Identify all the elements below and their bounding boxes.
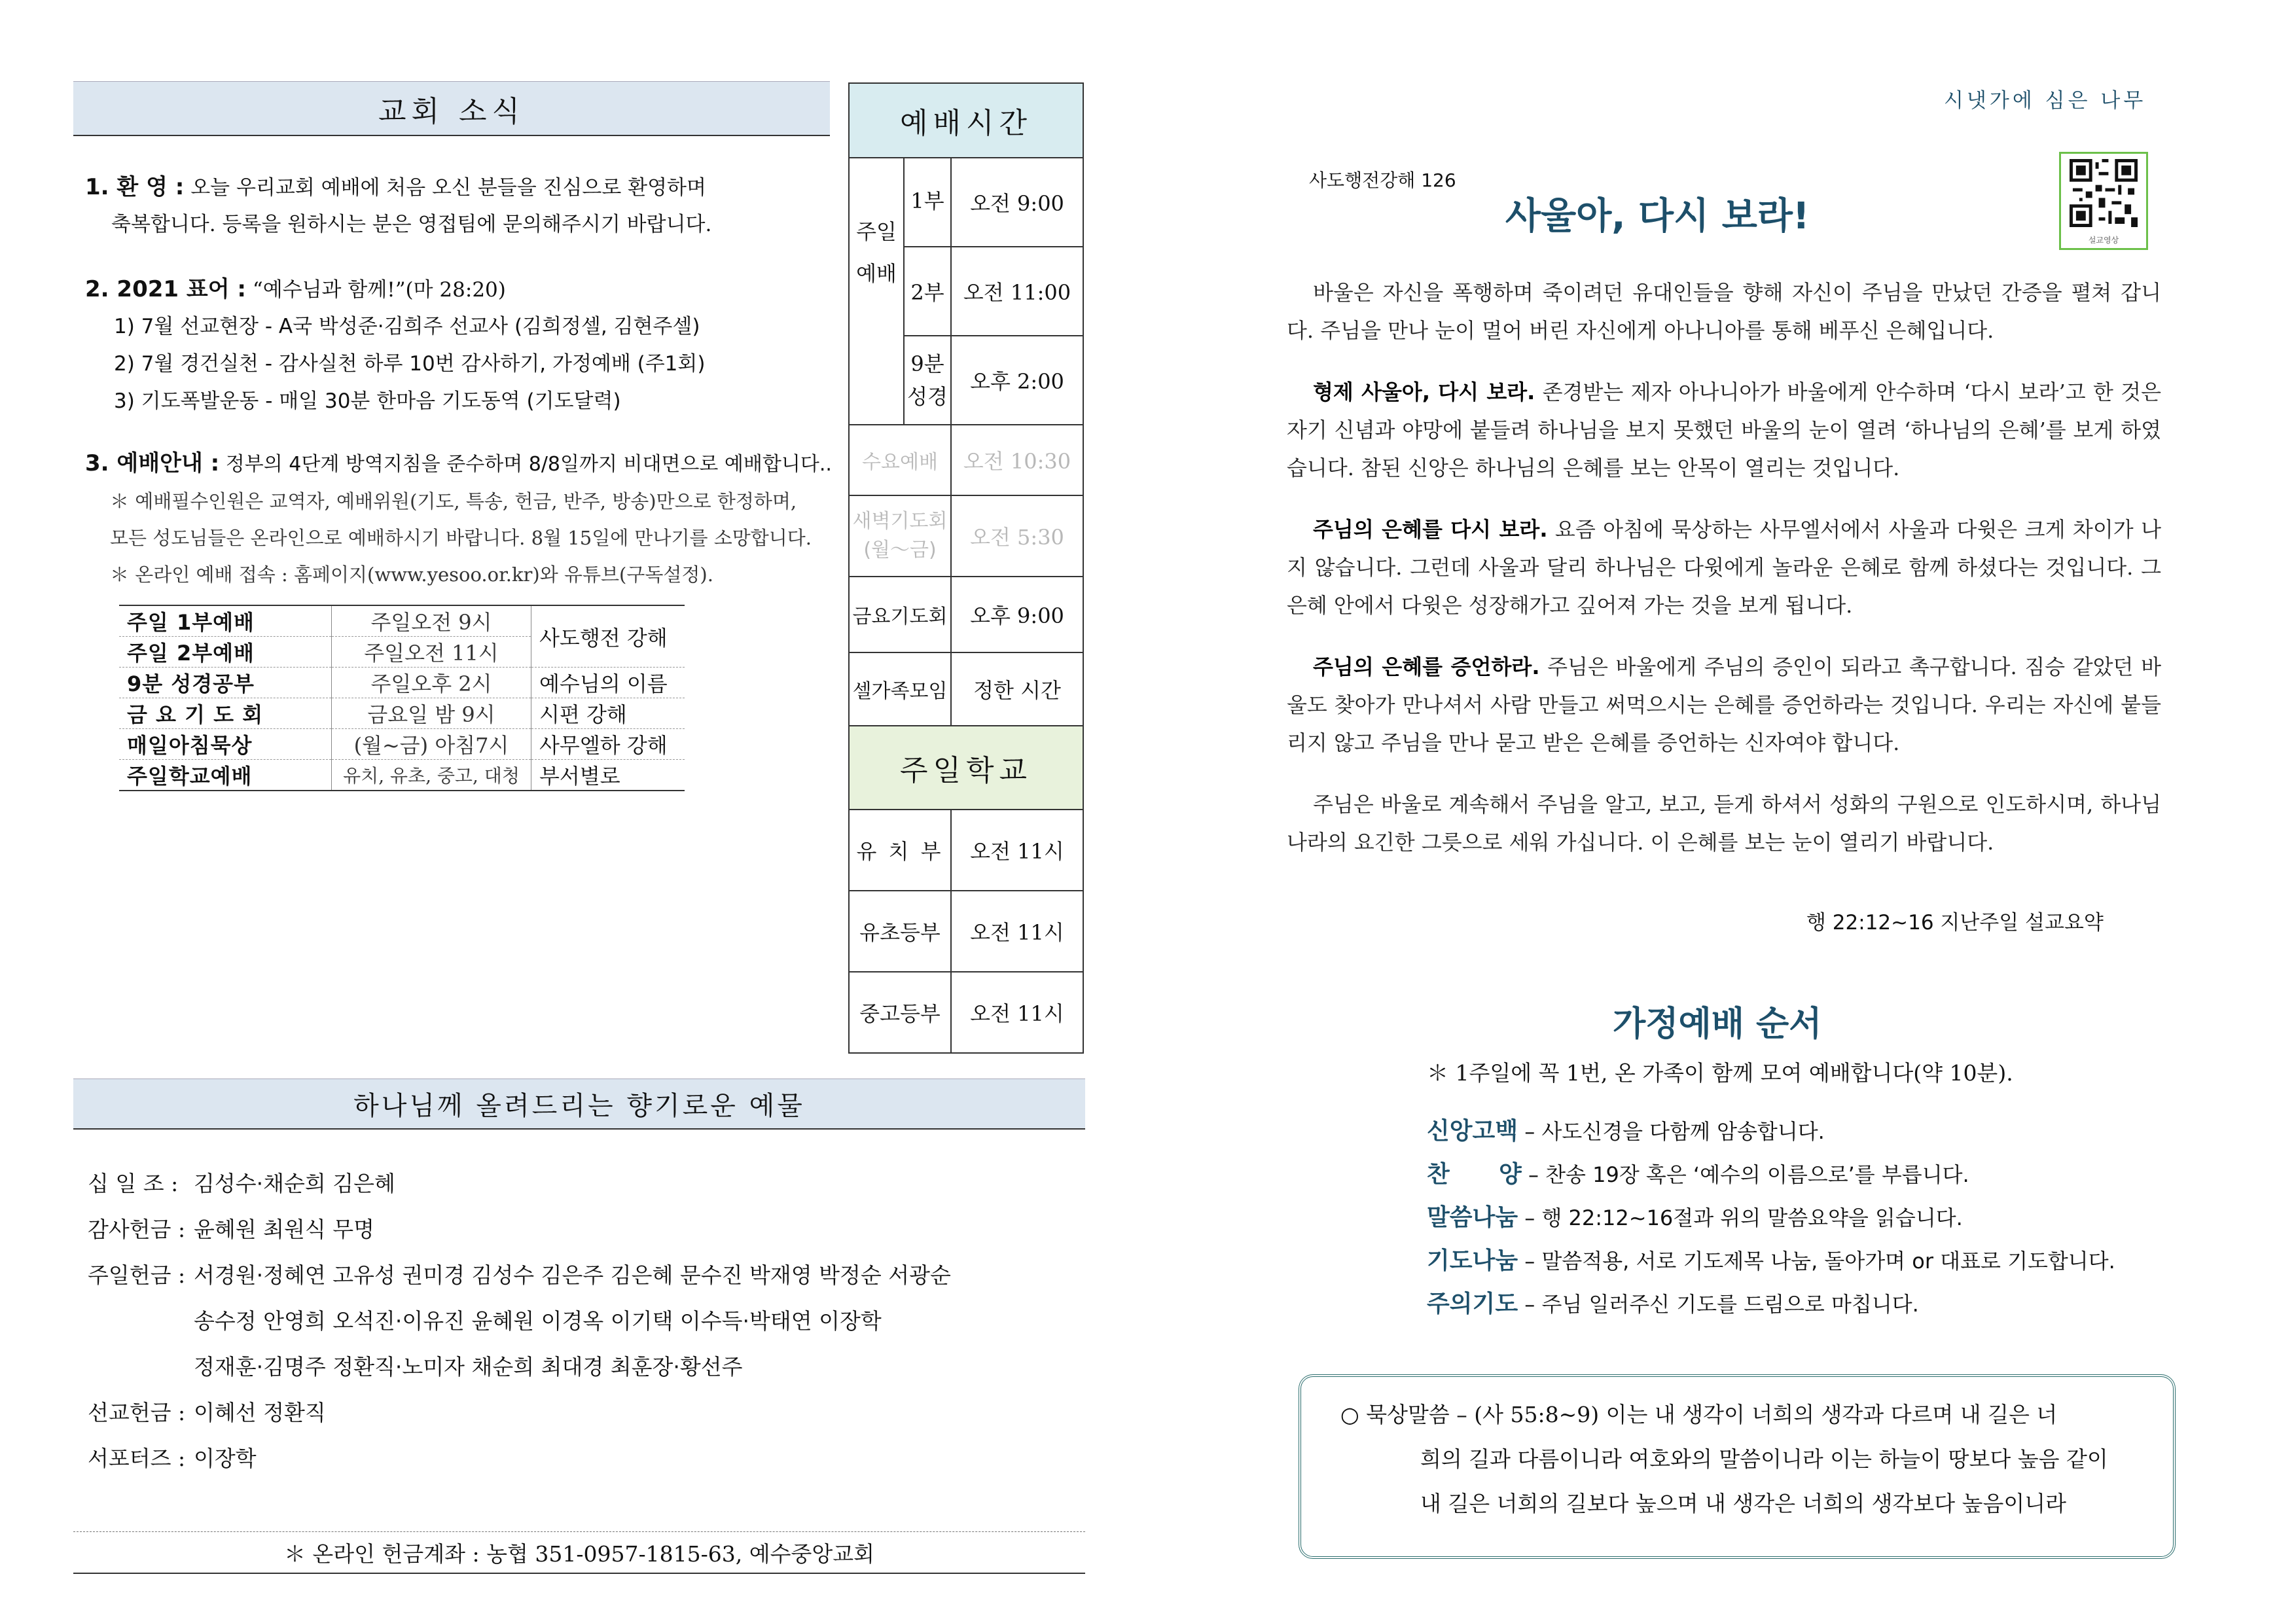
offering-names: 이혜선 정환직 — [194, 1400, 326, 1425]
offering-header-text: 하나님께 올려드리는 향기로운 예물 — [353, 1091, 805, 1121]
worship-step-label: 신앙고백 — [1427, 1118, 1518, 1145]
offering-row — [88, 1436, 1083, 1482]
offering-names: 송수정 안영희 오석진·이유진 윤혜원 이경옥 이기택 이수득·박태연 이장학 — [194, 1308, 882, 1334]
news-item-2-motto: “예수님과 함께!”(마 28:20) — [252, 278, 506, 302]
worship-times-table — [848, 82, 1084, 1054]
sermon-p2-text: 요즘 아침에 묵상하는 사무엘서에서 사울과 다윗은 크게 차이가 나지 않습니다. 그런데 사울과 달리 하나님은 다윗에게 놀라운 은혜로 함께 하셨다는 것입니다. 그 은혜 안에서 다윗은 성장해가고 깊어져 가는 것을 보게 됩니다. — [1287, 517, 2161, 618]
sunday-worship-label: 주일 예배 — [849, 158, 904, 425]
school-row-label: 중고등부 — [849, 972, 951, 1053]
qr-code-icon[interactable] — [2059, 152, 2148, 250]
family-worship-title: 가정예배 순서 — [1613, 1005, 1822, 1044]
schedule-row — [119, 668, 685, 698]
news-item-3-line1: 정부의 4단계 방역지침을 준수하며 8/8일까지 비대면으로 예배합니다.. — [225, 453, 832, 476]
worship-row-label: 수요예배 — [849, 425, 951, 495]
offering-header — [73, 1079, 1085, 1130]
offering-row — [88, 1207, 1083, 1253]
worship-step-label: 기도나눔 — [1427, 1247, 1518, 1274]
sermon-reference: 행 22:12~16 지난주일 설교요약 — [1806, 911, 2104, 935]
worship-row-label: 1부 — [904, 158, 951, 247]
worship-step-label: 말씀나눔 — [1427, 1204, 1518, 1231]
news-item-3-title: 3. 예배안내 : — [85, 450, 220, 476]
worship-step — [1427, 1110, 2212, 1153]
worship-step-text: – 사도신경을 다함께 암송합니다. — [1518, 1119, 1825, 1144]
sermon-intro: 바울은 자신을 폭행하며 죽이려던 유대인들을 향해 자신이 주님을 만났던 간증을 펼쳐 갑니다. 주님을 만나 눈이 멀어 버린 자신에게 아나니아를 통해 베푸신 은혜입니다. — [1287, 280, 2161, 343]
worship-step — [1427, 1283, 2212, 1326]
schedule-note: 사도행전 강해 — [531, 605, 685, 668]
worship-row-time: 오후 2:00 — [951, 336, 1083, 425]
offering-names: 정재훈·김명주 정환직·노미자 채순희 최대경 최훈장·황선주 — [194, 1354, 743, 1380]
news-item-3-line3: 모든 성도님들은 온라인으로 예배하시기 바랍니다. 8월 15일에 만나기를 소망합니다. — [110, 527, 812, 549]
sermon-p3-text: 주님은 바울에게 주님의 증인이 되라고 촉구합니다. 짐승 같았던 바울도 찾아가 만나셔서 사람 만들고 써먹으시는 은혜를 증언하라는 것입니다. 우리는 자신에 붙들리지 않고 주님을 만나 묻고 받은 은혜를 증언하는 신자여야 합니다. — [1287, 654, 2161, 755]
news-item-3 — [85, 445, 832, 593]
offering-label: 주일헌금 : — [88, 1262, 186, 1288]
schedule-name: 주일 1부예배 — [119, 605, 332, 637]
account-text: ＊ 온라인 헌금계좌 : 농협 351-0957-1815-63, 예수중앙교회 — [283, 1541, 875, 1567]
worship-row-label: 셀가족모임 — [849, 652, 951, 726]
worship-step-text: – 찬송 19장 혹은 ‘예수의 이름으로’를 부릅니다. — [1521, 1162, 1969, 1187]
sermon-series: 사도행전강해 126 — [1309, 169, 1456, 191]
sermon-p2-heading: 주님의 은혜를 다시 보라. — [1313, 517, 1548, 542]
schedule-note: 사무엘하 강해 — [531, 729, 685, 760]
offering-names: 윤혜원 최원식 무명 — [194, 1217, 375, 1242]
schedule-row — [119, 698, 685, 729]
offering-names: 이장학 — [194, 1446, 257, 1471]
schedule-row — [119, 605, 685, 637]
account-box — [73, 1531, 1085, 1574]
school-row-time: 오전 11시 — [951, 810, 1083, 891]
schedule-name: 9분 성경공부 — [119, 668, 332, 698]
worship-row-label: 새벽기도회 (월～금) — [849, 495, 951, 577]
schedule-time: 주일오전 9시 — [332, 605, 531, 637]
offering-label: 감사헌금 : — [88, 1217, 186, 1242]
sermon-paragraph-2 — [1287, 510, 2161, 624]
news-item-3-line4: ＊ 온라인 예배 접속 : 홈페이지(www.yesoo.or.kr)와 유튜브(구독설정). — [110, 563, 713, 586]
schedule-note: 부서별로 — [531, 760, 685, 791]
worship-step — [1427, 1153, 2212, 1196]
sermon-p3-heading: 주님의 은혜를 증언하라. — [1313, 654, 1540, 679]
news-item-1-line2: 축복합니다. 등록을 원하시는 분은 영접팀에 문의해주시기 바랍니다. — [111, 213, 712, 236]
schedule-time: (월~금) 아침7시 — [332, 729, 531, 760]
sermon-paragraph-3 — [1287, 648, 2161, 762]
offering-label: 십 일 조 : — [88, 1171, 179, 1196]
offering-label: 선교헌금 : — [88, 1400, 186, 1425]
news-item-3-line2: ＊ 예배필수인원은 교역자, 예배위원(기도, 특송, 헌금, 반주, 방송)만으로 한정하며, — [110, 490, 797, 512]
offering-row — [88, 1161, 1083, 1207]
schedule-note: 예수님의 이름 — [531, 668, 685, 698]
schedule-time: 금요일 밤 9시 — [332, 698, 531, 729]
offering-row — [88, 1298, 1083, 1344]
schedule-time: 주일오전 11시 — [332, 637, 531, 668]
meditation-box — [1299, 1374, 2176, 1559]
worship-row-label: 2부 — [904, 247, 951, 336]
sermon-paragraph-1 — [1287, 373, 2161, 487]
sunday-school-header: 주일학교 — [849, 726, 1083, 810]
worship-row-time: 오전 9:00 — [951, 158, 1083, 247]
tagline: 시냇가에 심은 나무 — [1944, 89, 2147, 113]
worship-step-text: – 말씀적용, 서로 기도제목 나눔, 돌아가며 or 대표로 기도합니다. — [1518, 1249, 2115, 1274]
schedule-name: 주일 2부예배 — [119, 637, 332, 668]
school-row-label: 유초등부 — [849, 891, 951, 972]
offering-names: 김성수·채순희 김은혜 — [194, 1171, 395, 1196]
worship-row-time: 오후 9:00 — [951, 577, 1083, 652]
school-row-time: 오전 11시 — [951, 972, 1083, 1053]
schedule-row — [119, 760, 685, 791]
news-item-2-sub-2: 2) 7월 경건실천 - 감사실천 하루 10번 감사하기, 가정예배 (주1회) — [114, 352, 706, 376]
news-header — [73, 81, 830, 136]
school-row-time: 오전 11시 — [951, 891, 1083, 972]
sermon-body — [1287, 274, 2161, 861]
offering-list — [88, 1161, 1083, 1482]
meditation-line-2: 희의 길과 다름이니라 여호와의 말씀이니라 이는 하늘이 땅보다 높음 같이 — [1420, 1446, 2108, 1472]
meditation-line-3: 내 길은 너희의 길보다 높으며 내 생각은 너희의 생각보다 높음이니라 — [1420, 1491, 2066, 1516]
schedule-name: 주일학교예배 — [119, 760, 332, 791]
schedule-note: 시편 강해 — [531, 698, 685, 729]
news-item-2-sub-1: 1) 7월 선교현장 - A국 박성준·김희주 선교사 (김희정셀, 김현주셀) — [114, 315, 700, 338]
news-item-1 — [85, 169, 818, 243]
worship-step-text: – 주님 일러주신 기도를 드림으로 마칩니다. — [1518, 1292, 1919, 1317]
offering-row — [88, 1344, 1083, 1390]
offering-label: 서포터즈 : — [88, 1446, 186, 1471]
schedule-time: 유치, 유초, 중고, 대청 — [332, 760, 531, 791]
worship-row-time: 정한 시간 — [951, 652, 1083, 726]
news-item-1-line1: 오늘 우리교회 예배에 처음 오신 분들을 진심으로 환영하며 — [190, 176, 706, 200]
worship-step-label: 주의기도 — [1427, 1291, 1518, 1317]
schedule-table — [119, 605, 685, 791]
news-header-text: 교회 소식 — [378, 94, 525, 128]
news-item-2-title: 2. 2021 표어 : — [85, 276, 246, 302]
news-item-1-title: 1. 환 영 : — [85, 174, 185, 200]
sermon-title: 사울아, 다시 보라! — [1505, 195, 1810, 238]
worship-row-time: 오전 11:00 — [951, 247, 1083, 336]
sermon-p1-text: 존경받는 제자 아나니아가 바울에게 안수하며 ‘다시 보라’고 한 것은 자기 신념과 야망에 붙들려 하나님을 보지 못했던 바울의 눈이 열려 ‘하나님의 은혜’를 보게 하였습니다. 참된 신앙은 하나님의 은혜를 보는 안목이 열리는 것입니다. — [1287, 380, 2161, 480]
offering-names: 서경원·정혜연 고유성 권미경 김성수 김은주 김은혜 문수진 박재영 박정순 서광순 — [194, 1262, 951, 1288]
worship-row-label: 금요기도회 — [849, 577, 951, 652]
worship-row-time: 오전 10:30 — [951, 425, 1083, 495]
worship-step-label: 찬 양 — [1427, 1161, 1522, 1188]
qr-caption: 설교영상 — [2088, 236, 2119, 245]
family-worship-steps — [1427, 1110, 2212, 1326]
worship-step — [1427, 1196, 2212, 1240]
offering-row — [88, 1390, 1083, 1436]
sermon-p1-heading: 형제 사울아, 다시 보라. — [1313, 380, 1535, 404]
family-worship-note: ＊ 1주일에 꼭 1번, 온 가족이 함께 모여 예배합니다(약 10분). — [1427, 1060, 2013, 1086]
worship-step-text: – 행 22:12~16절과 위의 말씀요약을 읽습니다. — [1518, 1205, 1963, 1230]
worship-step — [1427, 1240, 2212, 1283]
schedule-name: 매일아침묵상 — [119, 729, 332, 760]
schedule-name: 금 요 기 도 회 — [119, 698, 332, 729]
worship-row-time: 오전 5:30 — [951, 495, 1083, 577]
schedule-time: 주일오후 2시 — [332, 668, 531, 698]
offering-row — [88, 1253, 1083, 1298]
worship-row-label: 9분 성경 — [904, 336, 951, 425]
schedule-row — [119, 729, 685, 760]
school-row-label: 유 치 부 — [849, 810, 951, 891]
worship-times-header: 예배시간 — [849, 83, 1083, 158]
meditation-line-1: ○ 묵상말씀 – (사 55:8~9) 이는 내 생각이 너희의 생각과 다르며 내 길은 너 — [1340, 1402, 2058, 1427]
sermon-paragraph-4: 주님은 바울로 계속해서 주님을 알고, 보고, 듣게 하셔서 성화의 구원으로 인도하시며, 하나님 나라의 요긴한 그릇으로 세워 가십니다. 이 은혜를 보는 눈이 열리기 바랍니다. — [1287, 792, 2161, 855]
news-item-2-sub-3: 3) 기도폭발운동 - 매일 30분 한마음 기도동역 (기도달력) — [114, 389, 621, 413]
news-item-2 — [85, 271, 818, 420]
